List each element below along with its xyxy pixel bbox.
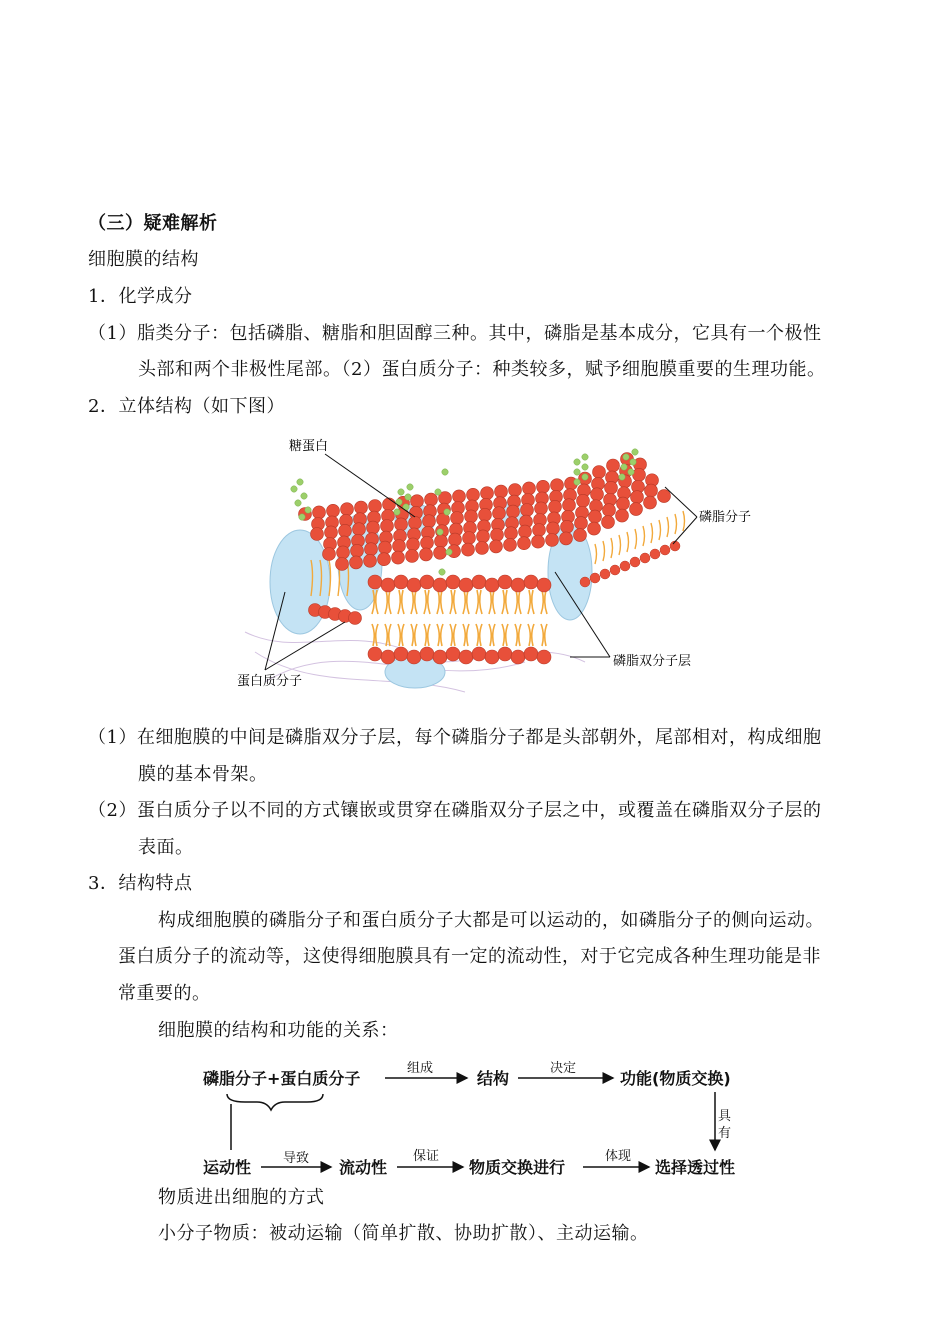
phospholipid-head [433, 578, 447, 592]
arrow-label-determine: 决定 [550, 1061, 577, 1076]
phospholipid-head [355, 501, 368, 514]
label-bilayer: 磷脂双分子层 [613, 654, 692, 669]
phospholipid-head [476, 542, 489, 555]
phospholipid-tail [528, 590, 534, 614]
phospholipid-head [574, 529, 587, 542]
phospholipid-tail [515, 624, 521, 646]
phospholipid-head [433, 650, 447, 664]
phospholipid-head [549, 500, 562, 513]
phospholipid-head [485, 578, 499, 592]
node-function: 功能(物质交换) [620, 1069, 731, 1088]
phospholipid-head [605, 481, 618, 494]
phospholipid-head [353, 523, 366, 536]
phospholipid-tail [603, 541, 605, 561]
sugar-bead [630, 459, 636, 465]
phospholipid-tail [437, 624, 443, 646]
phospholipid-head [435, 535, 448, 548]
phospholipid-head [311, 528, 324, 541]
phospholipid-head [451, 512, 464, 525]
phospholipid-head [504, 538, 517, 551]
phospholipid-head [590, 573, 600, 583]
phospholipid-head [509, 484, 522, 497]
phospholipid-tail [424, 590, 430, 614]
phospholipid-tail [619, 535, 621, 555]
phospholipid-head [394, 647, 408, 661]
sugar-bead [632, 449, 638, 455]
phospholipid-head [658, 490, 671, 503]
phospholipid-head [421, 536, 434, 549]
phospholipid-head [589, 510, 602, 523]
heading-structure-features: 3．结构特点 [88, 873, 193, 894]
phospholipid-head [339, 524, 352, 537]
sugar-bead [437, 529, 443, 535]
phospholipid-head [537, 650, 551, 664]
phospholipid-tail [398, 624, 404, 646]
phospholipid-head [407, 578, 421, 592]
sugar-bead [291, 486, 297, 492]
paragraph-small-molecules: 小分子物质：被动运输（简单扩散、协助扩散）、主动运输。 [158, 1223, 649, 1244]
label-protein: 蛋白质分子 [237, 674, 303, 689]
phospholipid-head [381, 650, 395, 664]
paragraph-protein-line2: 表面。 [138, 837, 194, 858]
sugar-bead [574, 459, 580, 465]
phospholipid-head [420, 548, 433, 561]
phospholipid-head [505, 527, 518, 540]
phospholipid-head [368, 575, 382, 589]
phospholipid-tail [411, 590, 417, 614]
phospholipid-head [420, 575, 434, 589]
phospholipid-head [420, 647, 434, 661]
phospholipid-head [383, 498, 396, 511]
phospholipid-head [365, 543, 378, 556]
paragraph-lipids-line2: 头部和两个非极性尾部。（2）蛋白质分子：种类较多，赋予细胞膜重要的生理功能。 [138, 359, 826, 380]
arrow-label-have-1: 具 [718, 1109, 732, 1124]
phospholipid-head [407, 538, 420, 551]
phospholipid-head [507, 505, 520, 518]
arrow-label-ensure: 保证 [413, 1149, 440, 1164]
phospholipid-head [620, 561, 630, 571]
phospholipid-tail [372, 624, 378, 646]
phospholipid-tail [489, 624, 495, 646]
phospholipid-tail [651, 523, 653, 543]
phospholipid-head [481, 487, 494, 500]
phospholipid-tail [611, 538, 613, 558]
phospholipid-head [650, 549, 660, 559]
phospholipid-head [631, 491, 644, 504]
phospholipid-tail [627, 532, 629, 552]
sugar-bead [295, 500, 301, 506]
phospholipid-tail [450, 624, 456, 646]
phospholipid-tail [398, 590, 404, 614]
phospholipid-head [453, 490, 466, 503]
sugar-bead [394, 509, 400, 515]
phospholipid-tail [411, 624, 417, 646]
sugar-bead [435, 489, 441, 495]
phospholipid-head [341, 503, 354, 516]
phospholipid-head [467, 488, 480, 501]
phospholipid-head [524, 575, 538, 589]
phospholipid-head [495, 485, 508, 498]
membrane-illustration [225, 432, 765, 702]
sugar-bead [305, 507, 311, 513]
sugar-bead [301, 493, 307, 499]
sugar-bead [446, 549, 452, 555]
phospholipid-head [498, 647, 512, 661]
sugar-bead [582, 474, 588, 480]
phospholipid-head [532, 535, 545, 548]
phospholipid-head [660, 545, 670, 555]
phospholipid-head [336, 558, 349, 571]
section-title: （三）疑难解析 [88, 213, 218, 234]
phospholipid-tail [502, 590, 508, 614]
node-exchange: 物质交换进行 [469, 1158, 566, 1177]
phospholipid-head [547, 522, 560, 535]
phospholipid-head [463, 532, 476, 545]
phospholipid-head [644, 496, 657, 509]
phospholipid-head [446, 647, 460, 661]
phospholipid-head [616, 509, 629, 522]
sugar-bead [405, 494, 411, 500]
phospholipid-head [491, 528, 504, 541]
phospholipid-head [518, 537, 531, 550]
phospholipid-head [351, 544, 364, 557]
sugar-bead [621, 464, 627, 470]
phospholipid-head [602, 516, 615, 529]
phospholipid-tail [667, 517, 669, 537]
brace-components [227, 1094, 323, 1110]
phospholipid-tail [437, 590, 443, 614]
phospholipid-tail [463, 624, 469, 646]
phospholipid-head [364, 554, 377, 567]
phospholipid-tail [675, 514, 677, 534]
phospholipid-tail [450, 590, 456, 614]
phospholipid-head [392, 551, 405, 564]
topic-heading: 细胞膜的结构 [88, 249, 199, 270]
node-selective: 选择透过性 [655, 1158, 736, 1177]
phospholipid-tail [463, 590, 469, 614]
phospholipid-head [498, 575, 512, 589]
phospholipid-head [465, 510, 478, 523]
phospholipid-head [446, 575, 460, 589]
phospholipid-head [349, 612, 362, 625]
paragraph-fluidity-line1: 构成细胞膜的磷脂分子和蛋白质分子大都是可以运动的，如磷脂分子的侧向运动。 [158, 910, 824, 931]
phospholipid-head [630, 503, 643, 516]
sugar-bead [398, 489, 404, 495]
phospholipid-head [409, 516, 422, 529]
phospholipid-head [325, 526, 338, 539]
cell-membrane-figure [225, 432, 765, 702]
sugar-bead [582, 454, 588, 460]
phospholipid-head [462, 543, 475, 556]
phospholipid-head [434, 546, 447, 559]
phospholipid-head [640, 553, 650, 563]
arrow-label-have-2: 有 [718, 1126, 732, 1141]
phospholipid-tail [595, 544, 597, 564]
paragraph-fluidity-line2: 蛋白质分子的流动等，这使得细胞膜具有一定的流动性，对于它完成各种生理功能是非 [118, 946, 821, 967]
phospholipid-head [423, 515, 436, 528]
phospholipid-tail [683, 511, 685, 531]
phospholipid-head [537, 480, 550, 493]
phospholipid-tail [424, 624, 430, 646]
phospholipid-head [519, 525, 532, 538]
paragraph-protein-line1: （2）蛋白质分子以不同的方式镶嵌或贯穿在磷脂双分子层之中，或覆盖在磷脂双分子层的 [88, 800, 822, 821]
phospholipid-head [633, 468, 646, 481]
phospholipid-head [523, 482, 536, 495]
phospholipid-head [350, 556, 363, 569]
paragraph-fluidity-line3: 常重要的。 [118, 983, 211, 1004]
phospholipid-head [593, 466, 606, 479]
phospholipid-tail [476, 624, 482, 646]
phospholipid-head [459, 578, 473, 592]
sugar-bead [574, 479, 580, 485]
phospholipid-head [511, 650, 525, 664]
phospholipid-head [459, 650, 473, 664]
sugar-bead [582, 464, 588, 470]
phospholipid-tail [385, 624, 391, 646]
phospholipid-head [591, 488, 604, 501]
phospholipid-head [367, 521, 380, 534]
node-motion: 运动性 [203, 1158, 252, 1177]
phospholipid-head [603, 504, 616, 517]
phospholipid-head [395, 518, 408, 531]
phospholipid-tail [541, 624, 547, 646]
phospholipid-head [560, 532, 573, 545]
phospholipid-head [561, 520, 574, 533]
phospholipid-head [394, 575, 408, 589]
phospholipid-tail [541, 590, 547, 614]
phospholipid-head [600, 569, 610, 579]
phospholipid-head [406, 550, 419, 563]
phospholipid-head [617, 497, 630, 510]
phospholipid-tail [515, 590, 521, 614]
phospholipid-head [378, 553, 391, 566]
phospholipid-tail [489, 590, 495, 614]
heading-3d-structure: 2．立体结构（如下图） [88, 396, 285, 417]
node-fluidity: 流动性 [339, 1158, 388, 1177]
phospholipid-head [535, 502, 548, 515]
label-phospholipid: 磷脂分子 [699, 510, 752, 525]
phospholipid-head [563, 499, 576, 512]
phospholipid-tail [502, 624, 508, 646]
phospholipid-head [490, 540, 503, 553]
paragraph-bilayer-line1: （1）在细胞膜的中间是磷脂双分子层，每个磷脂分子都是头部朝外，尾部相对，构成细胞 [88, 727, 822, 748]
phospholipid-head [551, 479, 564, 492]
phospholipid-head [425, 493, 438, 506]
paragraph-lipids-line1: （1）脂类分子：包括磷脂、糖脂和胆固醇三种。其中，磷脂是基本成分，它具有一个极性 [88, 323, 822, 344]
phospholipid-head [381, 578, 395, 592]
paragraph-bilayer-line2: 膜的基本骨架。 [138, 764, 268, 785]
phospholipid-head [313, 506, 326, 519]
phospholipid-head [477, 530, 490, 543]
relation-intro: 细胞膜的结构和功能的关系： [158, 1020, 399, 1041]
sugar-bead [442, 469, 448, 475]
phospholipid-head [630, 557, 640, 567]
phospholipid-head [472, 575, 486, 589]
relation-flowchart [195, 1052, 765, 1187]
phospholipid-head [407, 650, 421, 664]
phospholipid-tail [528, 624, 534, 646]
node-structure: 结构 [477, 1069, 510, 1088]
phospholipid-tail [635, 529, 637, 549]
phospholipid-head [368, 647, 382, 661]
sugar-bead [297, 479, 303, 485]
phospholipid-head [485, 650, 499, 664]
phospholipid-head [577, 494, 590, 507]
node-components: 磷脂分子+蛋白质分子 [203, 1069, 361, 1088]
arrow-label-reflect: 体现 [605, 1149, 632, 1164]
phospholipid-head [327, 504, 340, 517]
phospholipid-head [472, 647, 486, 661]
phospholipid-tail [385, 590, 391, 614]
phospholipid-head [645, 484, 658, 497]
arrow-label-cause: 导致 [283, 1151, 310, 1166]
phospholipid-head [337, 546, 350, 559]
phospholipid-head [610, 565, 620, 575]
phospholipid-head [449, 533, 462, 546]
phospholipid-head [588, 522, 601, 535]
phospholipid-head [533, 524, 546, 537]
sugar-bead [623, 454, 629, 460]
structure-function-diagram [195, 1052, 765, 1187]
phospholipid-head [546, 534, 559, 547]
phospholipid-head [580, 577, 590, 587]
phospholipid-head [607, 459, 620, 472]
phospholipid-head [379, 541, 392, 554]
phospholipid-head [479, 508, 492, 521]
phospholipid-head [323, 548, 336, 561]
phospholipid-tail [476, 590, 482, 614]
arrow-label-compose: 组成 [407, 1061, 434, 1076]
sugar-bead [439, 569, 445, 575]
sugar-bead [574, 469, 580, 475]
phospholipid-head [493, 507, 506, 520]
phospholipid-head [537, 578, 551, 592]
phospholipid-head [411, 495, 424, 508]
sugar-bead [299, 514, 305, 520]
phospholipid-head [393, 540, 406, 553]
heading-chemical-composition: 1．化学成分 [88, 286, 193, 307]
sugar-bead [407, 484, 413, 490]
phospholipid-tail [643, 526, 645, 546]
phospholipid-tail [659, 520, 661, 540]
phospholipid-head [575, 517, 588, 530]
phospholipid-head [521, 504, 534, 517]
sugar-bead [628, 469, 634, 475]
paragraph-transport-heading: 物质进出细胞的方式 [158, 1187, 325, 1208]
phospholipid-head [369, 500, 382, 513]
phospholipid-head [524, 647, 538, 661]
phospholipid-head [511, 578, 525, 592]
label-glycoprotein: 糖蛋白 [289, 439, 329, 454]
sugar-bead [444, 509, 450, 515]
phospholipid-head [381, 520, 394, 533]
sugar-bead [619, 474, 625, 480]
